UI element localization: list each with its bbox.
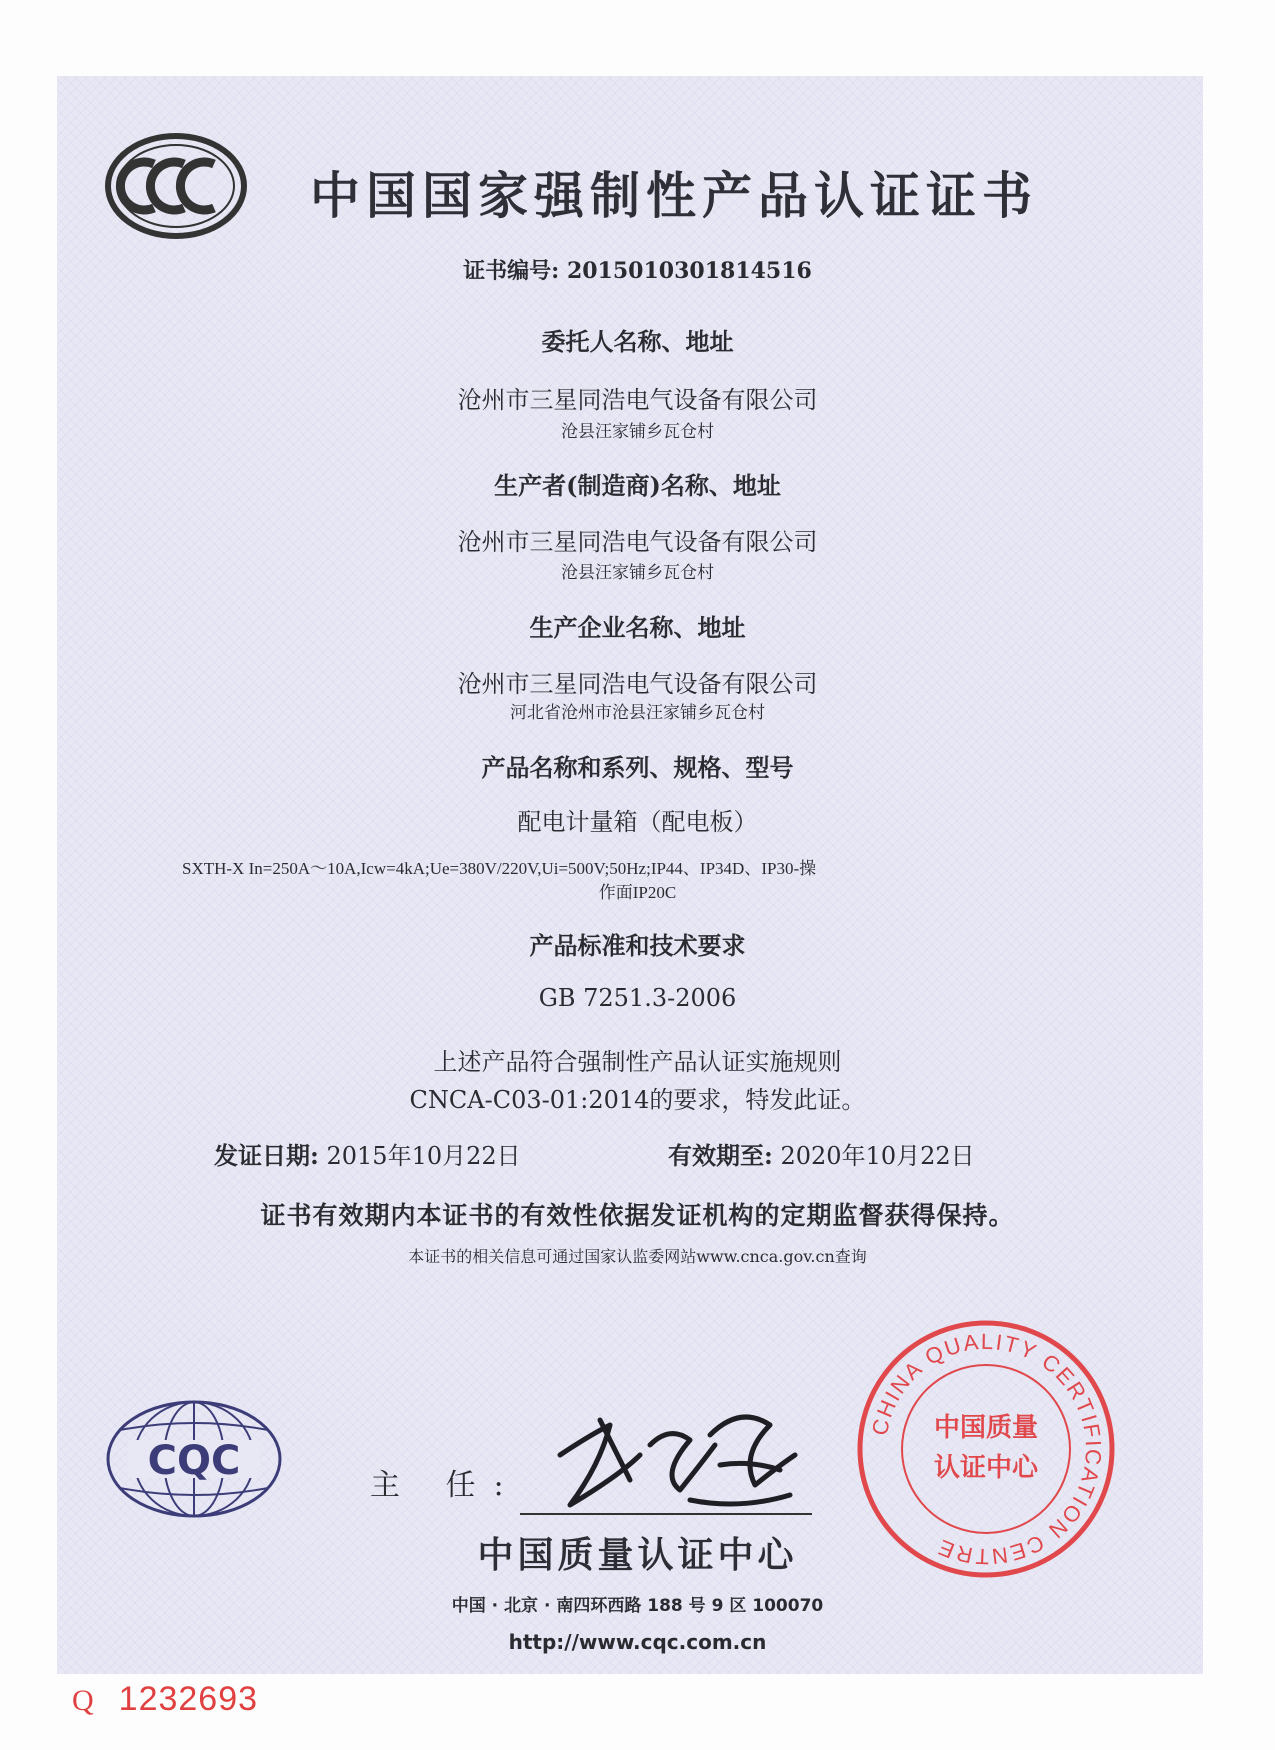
certificate-number <box>0 254 1275 285</box>
serial-prefix: Q <box>72 1684 95 1717</box>
statement-line2: CNCA-C03-01:2014的要求，特发此证。 <box>409 1086 866 1114</box>
ccc-logo-icon <box>104 132 248 240</box>
cqc-logo-icon <box>104 1398 284 1520</box>
factory-address: 河北省沧州市沧县汪家铺乡瓦仓村 <box>510 703 765 723</box>
validity-note: 证书有效期内本证书的有效性依据发证机构的定期监督获得保持。 <box>260 1201 1015 1230</box>
certificate-number-value: 2015010301814516 <box>566 258 812 284</box>
standard-value: GB 7251.3-2006 <box>538 984 737 1012</box>
factory-heading: 生产企业名称、地址 <box>529 613 746 642</box>
product-spec-line2: 作面IP20C <box>598 883 677 902</box>
cqc-logo-text: CQC <box>147 1438 241 1484</box>
applicant-name: 沧州市三星同浩电气设备有限公司 <box>457 386 818 414</box>
issue-date-label: 发证日期: <box>214 1141 319 1170</box>
issuer-org-name: 中国质量认证中心 <box>477 1535 798 1576</box>
director-signature <box>540 1395 810 1520</box>
product-heading: 产品名称和系列、规格、型号 <box>481 753 794 782</box>
signature-line <box>520 1513 812 1515</box>
director-label: 主 任: <box>370 1468 522 1503</box>
applicant-address: 沧县汪家铺乡瓦仓村 <box>561 422 714 442</box>
statement-line1: 上述产品符合强制性产品认证实施规则 <box>433 1048 842 1076</box>
svg-text:CHINA QUALITY CERTIFICATION CE: CHINA QUALITY CERTIFICATION CENTRE <box>866 1328 1107 1570</box>
valid-until-value: 2020年10月22日 <box>780 1142 975 1170</box>
svg-text:认证中心: 认证中心 <box>933 1453 1039 1483</box>
product-spec-line1: SXTH-X In=250A～10A,Icw=4kA;Ue=380V/220V,Ui=500V;50Hz;IP44、IP34D、IP30-操 <box>182 859 817 878</box>
issuer-url: http://www.cqc.com.cn <box>508 1630 767 1654</box>
valid-until <box>668 1136 975 1171</box>
factory-name: 沧州市三星同浩电气设备有限公司 <box>457 670 818 698</box>
issue-date-value: 2015年10月22日 <box>326 1142 521 1170</box>
svg-text:中国质量: 中国质量 <box>933 1413 1039 1443</box>
serial-number <box>72 1680 258 1719</box>
issuer-address: 中国 · 北京 · 南四环西路 188 号 9 区 100070 <box>451 1596 824 1616</box>
manufacturer-address: 沧县汪家铺乡瓦仓村 <box>561 563 714 583</box>
certificate-number-label: 证书编号: <box>463 258 560 284</box>
website-note: 本证书的相关信息可通过国家认监委网站www.cnca.gov.cn查询 <box>408 1247 867 1266</box>
cqc-seal-stamp <box>855 1318 1117 1580</box>
standard-heading: 产品标准和技术要求 <box>529 931 746 960</box>
applicant-heading: 委托人名称、地址 <box>541 327 734 356</box>
manufacturer-heading: 生产者(制造商)名称、地址 <box>494 471 781 500</box>
product-name: 配电计量箱（配电板） <box>517 808 758 836</box>
valid-until-label: 有效期至: <box>668 1141 773 1170</box>
certificate-title: 中国国家强制性产品认证证书 <box>310 167 1038 225</box>
serial-value: 1232693 <box>118 1680 259 1718</box>
issue-date <box>214 1136 521 1171</box>
manufacturer-name: 沧州市三星同浩电气设备有限公司 <box>457 528 818 556</box>
